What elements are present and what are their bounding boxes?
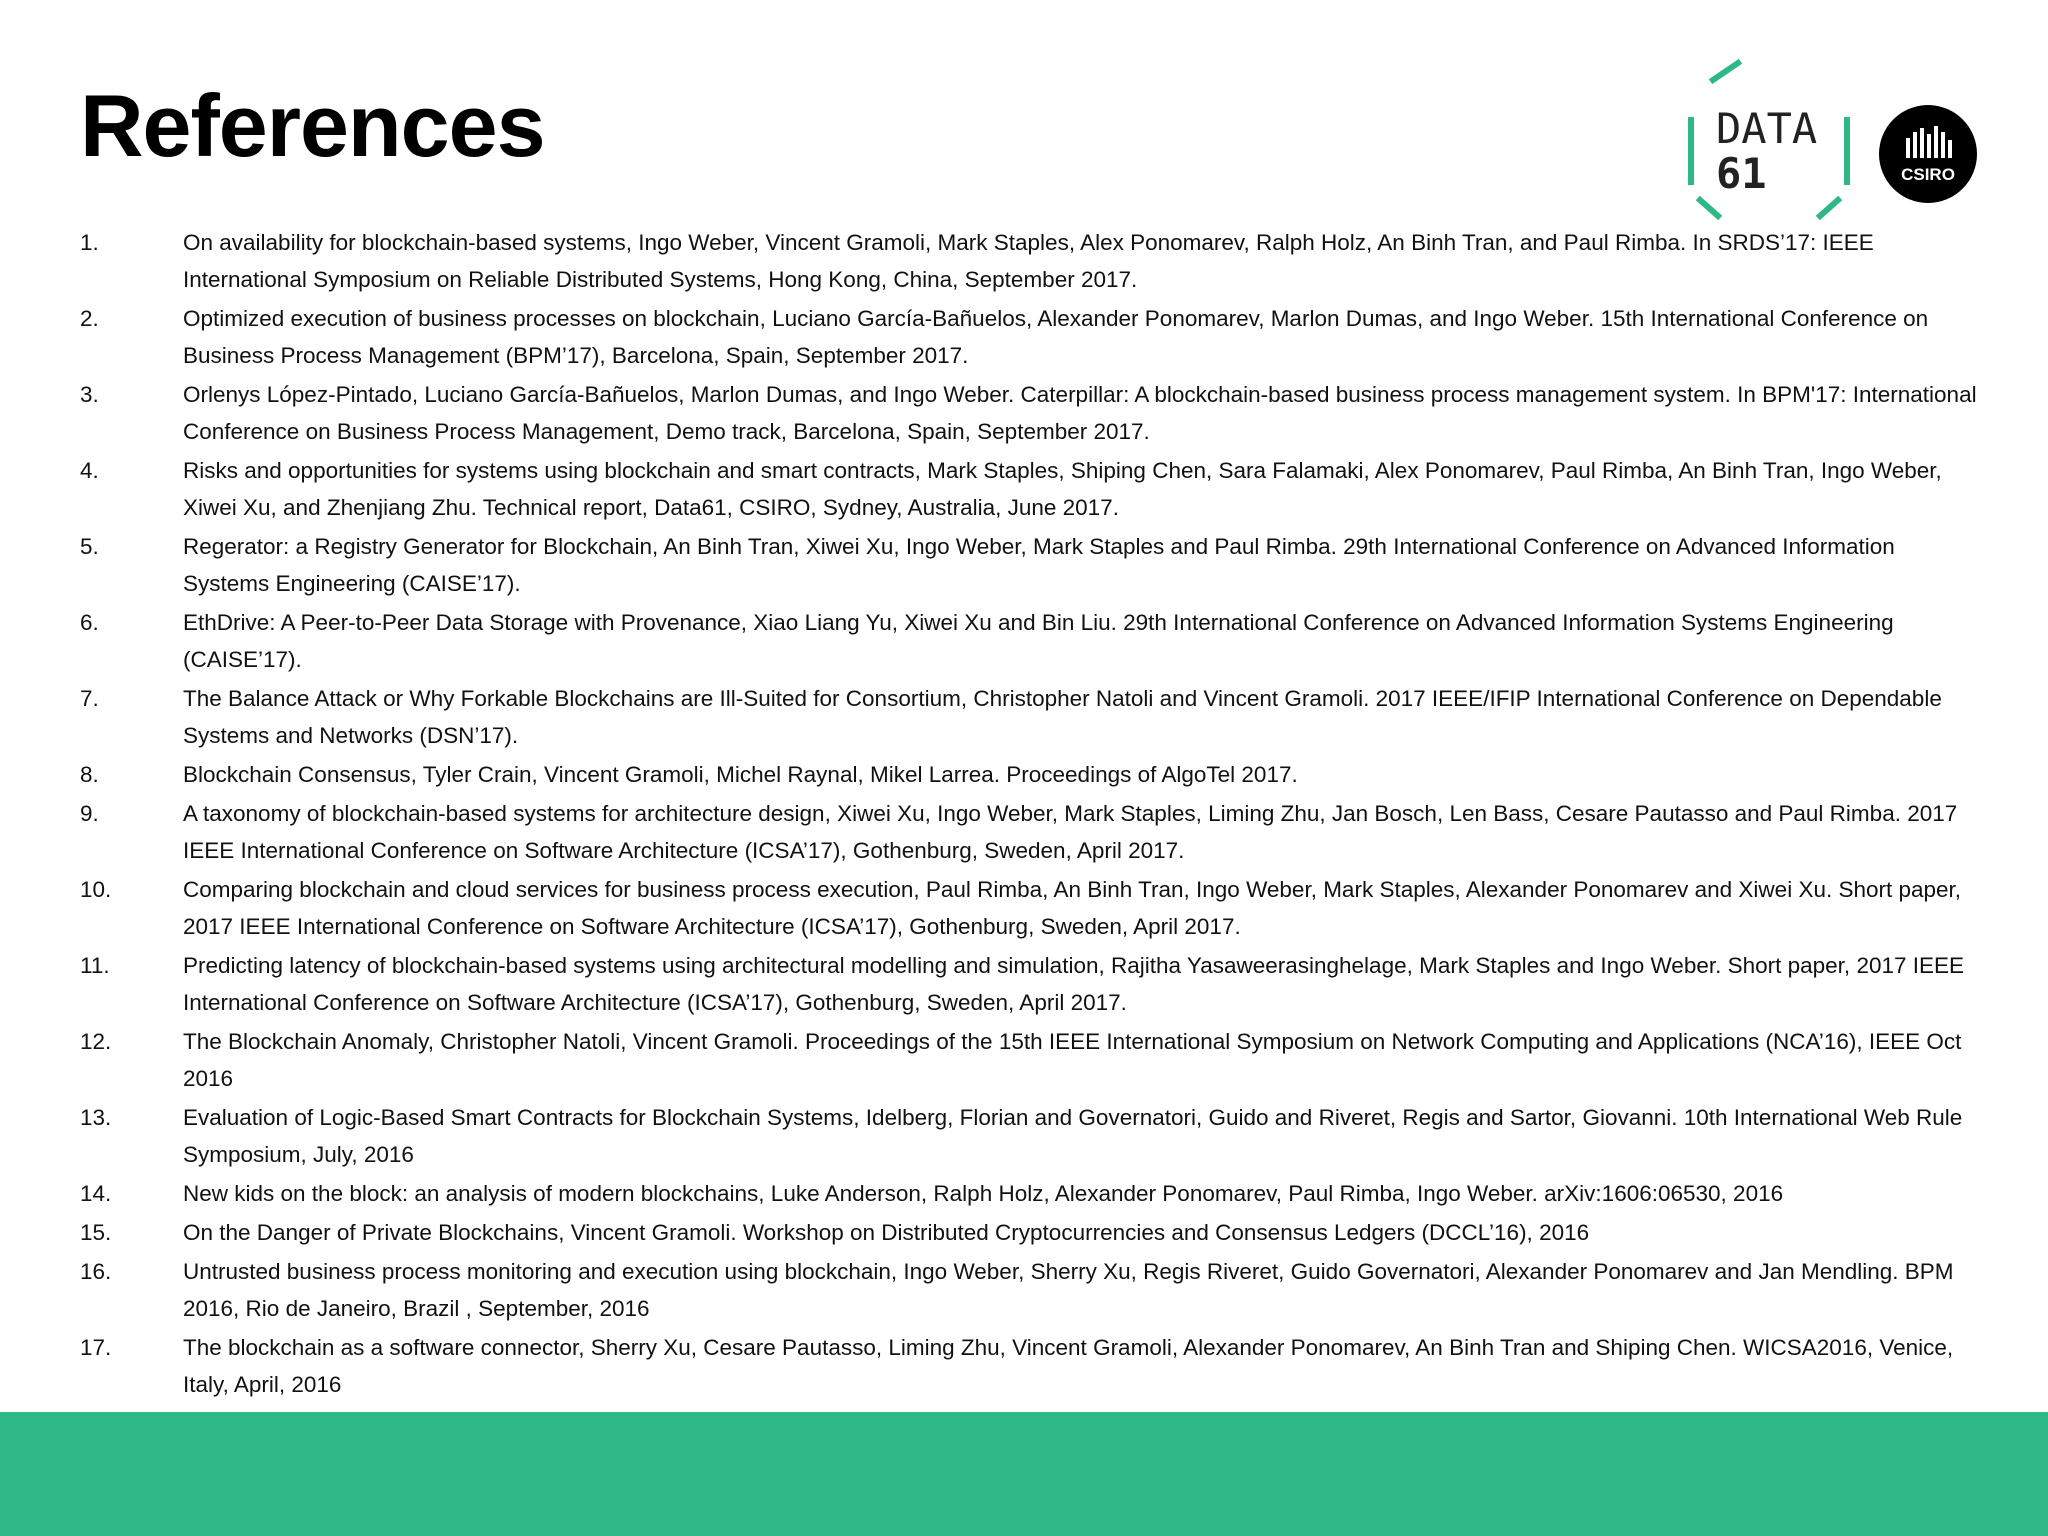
reference-item [80, 1253, 1980, 1327]
reference-text: Untrusted business process monitoring and execution using blockchain, Ingo Weber, Sherry Xu, Regis Riveret, Guido Governatori, Alexander Ponomarev and Jan Mendling. BPM 2016, Rio de Janeiro, Brazil , September, 2016 [183, 1259, 1954, 1321]
reference-number: 10. [80, 877, 112, 902]
reference-item [80, 1099, 1980, 1173]
reference-number: 4. [80, 458, 99, 483]
reference-item [80, 528, 1980, 602]
reference-number: 8. [80, 762, 99, 787]
reference-item [80, 795, 1980, 869]
reference-number: 17. [80, 1335, 112, 1360]
reference-number: 6. [80, 610, 99, 635]
reference-text: On availability for blockchain-based systems, Ingo Weber, Vincent Gramoli, Mark Staples, Alex Ponomarev, Ralph Holz, An Binh Tran, and Paul Rimba. In SRDS’17: IEEE International Symposium on Reliable Distributed Systems, Hong Kong, China, September 2017. [183, 230, 1874, 292]
reference-item [80, 300, 1980, 374]
reference-number: 14. [80, 1181, 112, 1206]
reference-item [80, 1023, 1980, 1097]
reference-number: 11. [80, 953, 110, 978]
reference-text: Comparing blockchain and cloud services for business process execution, Paul Rimba, An Binh Tran, Ingo Weber, Mark Staples, Alexander Ponomarev and Xiwei Xu. Short paper, 2017 IEEE International Conference on Software Architecture (ICSA’17), Gothenburg, Sweden, April 2017. [183, 877, 1962, 939]
reference-text: Evaluation of Logic-Based Smart Contracts for Blockchain Systems, Idelberg, Florian and Governatori, Guido and Riveret, Regis and Sartor, Giovanni. 10th International Web Rule Symposium, July, 2016 [183, 1105, 1963, 1167]
reference-item [80, 756, 1980, 793]
reference-number: 12. [80, 1029, 112, 1054]
reference-number: 1. [80, 230, 99, 255]
reference-list [80, 224, 1980, 1405]
data61-logo [1680, 58, 1858, 224]
reference-text: The Balance Attack or Why Forkable Blockchains are Ill-Suited for Consortium, Christopher Natoli and Vincent Gramoli. 2017 IEEE/IFIP International Conference on Dependable Systems and Networks (DSN’17). [183, 686, 1942, 748]
reference-item [80, 452, 1980, 526]
footer-band [0, 1412, 2048, 1536]
reference-number: 5. [80, 534, 99, 559]
reference-number: 13. [80, 1105, 112, 1130]
reference-text: Optimized execution of business processes on blockchain, Luciano García-Bañuelos, Alexander Ponomarev, Marlon Dumas, and Ingo Weber. 15th International Conference on Business Process Management (BPM’17), Barcelona, Spain, September 2017. [183, 306, 1929, 368]
reference-text: Orlenys López-Pintado, Luciano García-Bañuelos, Marlon Dumas, and Ingo Weber. Caterpillar: A blockchain-based business process management system. In BPM'17: International Conference on Business Process Management, Demo track, Barcelona, Spain, September 2017. [183, 382, 1977, 444]
reference-number: 7. [80, 686, 99, 711]
reference-number: 9. [80, 801, 99, 826]
reference-item [80, 1329, 1980, 1403]
reference-item [80, 1175, 1980, 1212]
reference-text: New kids on the block: an analysis of modern blockchains, Luke Anderson, Ralph Holz, Alexander Ponomarev, Paul Rimba, Ingo Weber. arXiv:1606:06530, 2016 [183, 1181, 1784, 1206]
data61-logo-line2: 61 [1716, 149, 1767, 198]
reference-text: Predicting latency of blockchain-based systems using architectural modelling and simulation, Rajitha Yasaweerasinghelage, Mark Staples and Ingo Weber. Short paper, 2017 IEEE International Conference on Software Architecture (ICSA’17), Gothenburg, Sweden, April 2017. [183, 953, 1965, 1015]
reference-text: A taxonomy of blockchain-based systems for architecture design, Xiwei Xu, Ingo Weber, Mark Staples, Liming Zhu, Jan Bosch, Len Bass, Cesare Pautasso and Paul Rimba. 2017 IEEE International Conference on Software Architecture (ICSA’17), Gothenburg, Sweden, April 2017. [183, 801, 1958, 863]
reference-item [80, 604, 1980, 678]
reference-item [80, 871, 1980, 945]
reference-text: EthDrive: A Peer-to-Peer Data Storage with Provenance, Xiao Liang Yu, Xiwei Xu and Bin Liu. 29th International Conference on Advanced Information Systems Engineering (CAISE’17). [183, 610, 1894, 672]
reference-text: The blockchain as a software connector, Sherry Xu, Cesare Pautasso, Liming Zhu, Vincent Gramoli, Alexander Ponomarev, An Binh Tran and Shiping Chen. WICSA2016, Venice, Italy, April, 2016 [183, 1335, 1954, 1397]
reference-item [80, 947, 1980, 1021]
csiro-logo-label: CSIRO [1901, 165, 1955, 184]
reference-item [80, 680, 1980, 754]
data61-logo-line1: DATA [1716, 104, 1818, 153]
reference-item [80, 376, 1980, 450]
reference-text: Risks and opportunities for systems using blockchain and smart contracts, Mark Staples, Shiping Chen, Sara Falamaki, Alex Ponomarev, Paul Rimba, An Binh Tran, Ingo Weber, Xiwei Xu, and Zhenjiang Zhu. Technical report, Data61, CSIRO, Sydney, Australia, June 2017. [183, 458, 1942, 520]
reference-number: 15. [80, 1220, 112, 1245]
reference-item [80, 1214, 1980, 1251]
reference-text: On the Danger of Private Blockchains, Vincent Gramoli. Workshop on Distributed Cryptocurrencies and Consensus Ledgers (DCCL’16), 2016 [183, 1220, 1590, 1245]
reference-number: 16. [80, 1259, 112, 1284]
reference-text: Blockchain Consensus, Tyler Crain, Vincent Gramoli, Michel Raynal, Mikel Larrea. Proceedings of AlgoTel 2017. [183, 762, 1298, 787]
reference-number: 2. [80, 306, 99, 331]
reference-text: The Blockchain Anomaly, Christopher Natoli, Vincent Gramoli. Proceedings of the 15th IEEE International Symposium on Network Computing and Applications (NCA’16), IEEE Oct 2016 [183, 1029, 1962, 1091]
page-title: References [80, 76, 545, 175]
reference-number: 3. [80, 382, 99, 407]
csiro-logo [1878, 104, 1978, 204]
logo-group [1680, 58, 1980, 224]
reference-item [80, 224, 1980, 298]
reference-text: Regerator: a Registry Generator for Blockchain, An Binh Tran, Xiwei Xu, Ingo Weber, Mark Staples and Paul Rimba. 29th International Conference on Advanced Information Systems Engineering (CAISE’17). [183, 534, 1895, 596]
